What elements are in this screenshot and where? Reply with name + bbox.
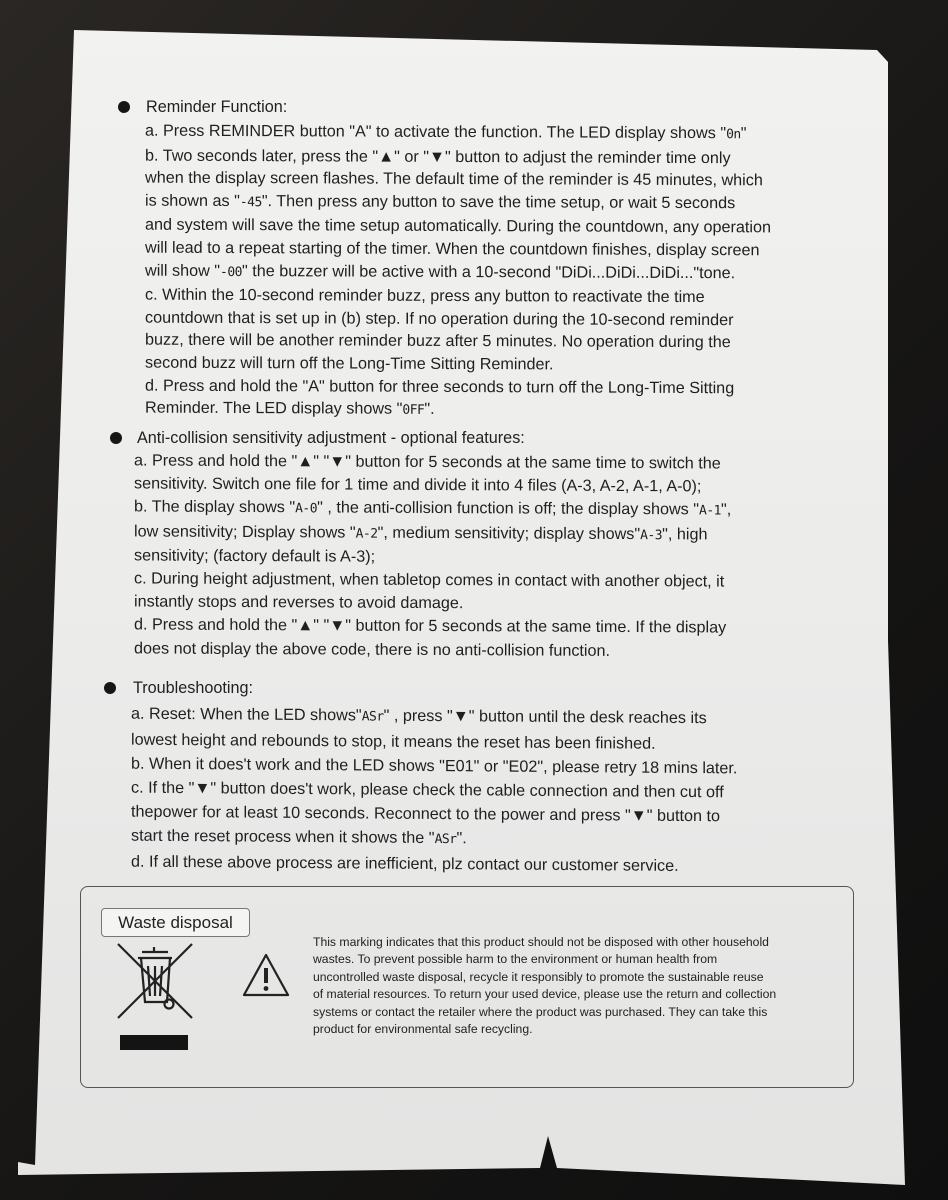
line-text: sensitivity. Switch one file for 1 time and divide it into 4 files (A-3, A-2, A-1, A-0); bbox=[134, 474, 702, 496]
collision-line bbox=[134, 637, 731, 663]
line-text: ". bbox=[456, 829, 467, 848]
line-text: ", high bbox=[662, 524, 708, 544]
line-text: buzz, there will be another reminder buzz after 5 minutes. No operation during the bbox=[145, 330, 731, 352]
collision-line bbox=[134, 449, 731, 475]
led-code: -45 bbox=[239, 194, 262, 210]
line-text: c. Within the 10-second reminder buzz, press any button to reactivate the time bbox=[145, 285, 705, 307]
reminder-line bbox=[145, 397, 771, 424]
line-text: Reminder. The LED display shows " bbox=[145, 398, 403, 418]
line-text: countdown that is set up in (b) step. If no operation during the 10-second reminder bbox=[145, 308, 734, 329]
collision-line bbox=[134, 520, 731, 547]
collision-section bbox=[137, 427, 525, 450]
reminder-line bbox=[145, 167, 771, 192]
led-code: A-1 bbox=[699, 503, 721, 519]
collision-line bbox=[134, 614, 731, 640]
line-text: b. Two seconds later, press the "▲" or "▼" button to adjust the reminder time only bbox=[145, 146, 731, 167]
reminder-line bbox=[145, 237, 771, 262]
disposal-text-line: product for environmental safe recycling. bbox=[313, 1022, 533, 1037]
led-code: 0FF bbox=[402, 402, 425, 418]
line-text: c. During height adjustment, when tabletop comes in contact with another object, it bbox=[134, 569, 725, 591]
disposal-text-line: of material resources. To return your used device, please use the return and collection bbox=[313, 987, 777, 1002]
line-text: ", medium sensitivity; display shows" bbox=[377, 523, 641, 543]
reminder-line bbox=[145, 284, 771, 309]
line-text: start the reset process when it shows the " bbox=[131, 826, 435, 848]
disposal-text-line: wastes. To prevent possible harm to the environment or human health from bbox=[313, 952, 718, 967]
collision-line bbox=[134, 496, 731, 523]
line-text: thepower for at least 10 seconds. Reconnect to the power and press "▼" button to bbox=[131, 802, 721, 826]
line-text: d. Press and hold the "▲" "▼" button for 5 seconds at the same time. If the display bbox=[134, 615, 727, 637]
disposal-text-line: uncontrolled waste disposal, recycle it responsibly to promote the sustainable reuse bbox=[313, 969, 764, 984]
line-text: b. The display shows " bbox=[134, 497, 296, 517]
line-text: lowest height and rebounds to stop, it means the reset has been finished. bbox=[131, 730, 656, 753]
bullet-icon bbox=[104, 682, 116, 694]
collision-heading: Anti-collision sensitivity adjustment - optional features: bbox=[137, 429, 525, 447]
line-text: and system will save the time setup automatically. During the countdown, any operation bbox=[145, 216, 771, 237]
reminder-line bbox=[145, 214, 771, 239]
troubleshooting-body bbox=[131, 702, 737, 879]
line-text: second buzz will turn off the Long-Time Sitting Reminder. bbox=[145, 353, 554, 374]
collision-body bbox=[134, 449, 731, 663]
led-code: A-3 bbox=[640, 527, 663, 543]
led-code: 0n bbox=[726, 127, 741, 143]
line-text: ". bbox=[424, 399, 435, 419]
led-code: ASr bbox=[361, 709, 384, 725]
reminder-line bbox=[145, 374, 771, 399]
troubleshooting-heading: Troubleshooting: bbox=[133, 679, 253, 697]
waste-disposal-title: Waste disposal bbox=[101, 908, 250, 937]
reminder-line bbox=[145, 120, 771, 147]
reminder-heading: Reminder Function: bbox=[146, 98, 288, 116]
led-code: A-0 bbox=[295, 501, 318, 517]
led-code: -00 bbox=[220, 264, 242, 280]
bullet-icon bbox=[110, 432, 122, 444]
line-text: " bbox=[740, 124, 747, 143]
crossed-out-wheelie-bin-icon bbox=[112, 940, 198, 1020]
reminder-body bbox=[145, 120, 771, 424]
disposal-text-line: systems or contact the retailer where the product was purchased. They can take this bbox=[313, 1004, 768, 1019]
warning-triangle-icon bbox=[241, 952, 291, 998]
line-text: d. Press and hold the "A" button for three seconds to turn off the Long-Time Sitting bbox=[145, 376, 735, 397]
reminder-line bbox=[145, 144, 771, 169]
line-text: a. Press and hold the "▲" "▼" button for 5 seconds at the same time to switch the bbox=[134, 451, 721, 473]
line-text: is shown as " bbox=[145, 191, 240, 210]
troubleshooting-section bbox=[133, 677, 253, 700]
line-text: sensitivity; (factory default is A-3); bbox=[134, 546, 376, 566]
line-text: ". Then press any button to save the time setup, or wait 5 seconds bbox=[261, 191, 736, 212]
line-text: will show " bbox=[145, 261, 221, 280]
line-text: does not display the above code, there is no anti-collision function. bbox=[134, 639, 611, 660]
disposal-text-line: This marking indicates that this product should not be disposed with other household bbox=[313, 935, 769, 949]
line-text: " , press "▼" button until the desk reaches its bbox=[383, 706, 707, 728]
reminder-line bbox=[145, 189, 771, 216]
collision-line bbox=[134, 473, 731, 499]
line-text: d. If all these above process are inefficient, plz contact our customer service. bbox=[131, 852, 679, 875]
bullet-icon bbox=[118, 101, 130, 113]
reminder-line bbox=[145, 306, 771, 331]
led-code: ASr bbox=[434, 832, 457, 848]
black-bar-mark bbox=[120, 1035, 188, 1050]
reminder-line bbox=[145, 329, 771, 354]
line-text: " the buzzer will be active with a 10-second "DiDi...DiDi...DiDi..."tone. bbox=[242, 261, 736, 282]
line-text: when the display screen flashes. The default time of the reminder is 45 minutes, which bbox=[145, 168, 763, 190]
line-text: c. If the "▼" button does't work, please check the cable connection and then cut off bbox=[131, 778, 724, 802]
reminder-section bbox=[146, 96, 287, 119]
line-text: a. Press REMINDER button "A" to activate the function. The LED display shows " bbox=[145, 121, 727, 143]
line-text: will lead to a repeat starting of the timer. When the countdown finishes, display screen bbox=[145, 238, 760, 260]
line-text: " , the anti-collision function is off; the display shows " bbox=[317, 498, 699, 519]
line-text: instantly stops and reverses to avoid damage. bbox=[134, 592, 464, 613]
line-text: low sensitivity; Display shows " bbox=[134, 522, 356, 542]
collision-line bbox=[134, 567, 731, 593]
line-text: b. When it does't work and the LED shows "E01" or "E02", please retry 18 mins later. bbox=[131, 754, 738, 778]
collision-line bbox=[134, 544, 731, 570]
line-text: a. Reset: When the LED shows" bbox=[131, 704, 362, 725]
waste-disposal-text bbox=[313, 934, 833, 1038]
collision-line bbox=[134, 591, 731, 617]
reminder-line bbox=[145, 352, 771, 377]
line-text: ", bbox=[720, 500, 732, 519]
reminder-line bbox=[145, 259, 771, 286]
troubleshooting-line bbox=[131, 850, 737, 879]
led-code: A-2 bbox=[355, 526, 378, 542]
